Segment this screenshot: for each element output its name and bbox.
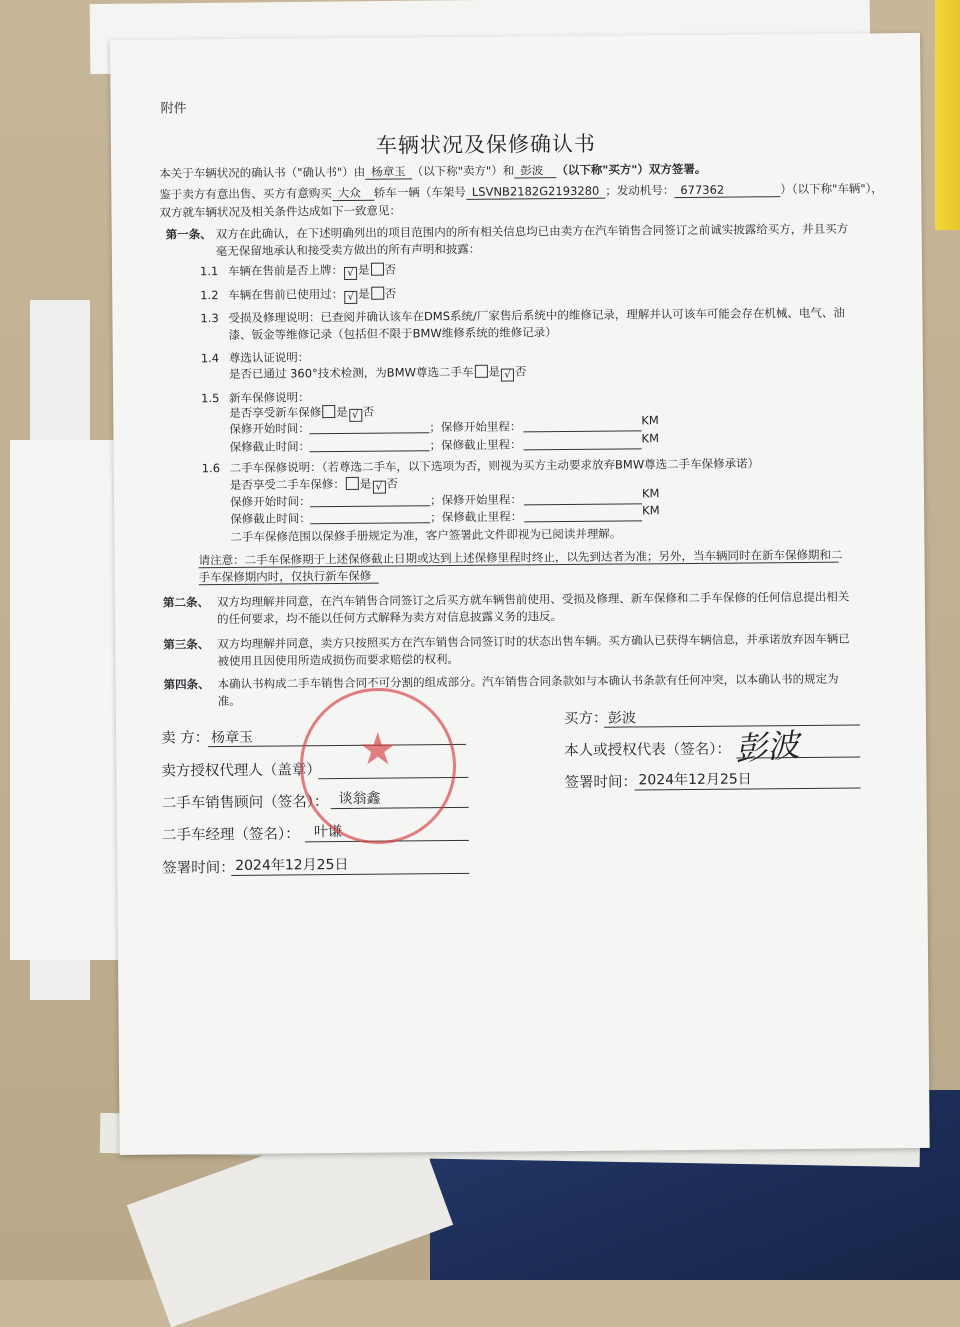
seller-label: 卖 方：: [161, 730, 210, 747]
checkbox-used-yes[interactable]: √: [344, 291, 357, 304]
new-warranty-start-time-field[interactable]: [309, 432, 429, 434]
article-2-line-2: 的任何要求，均不能以任何方式解释为卖方对信息披露义务的违反。: [216, 609, 563, 627]
used-warranty-end-km-label: ；保修截止里程：: [430, 509, 523, 525]
article-3-line-2: 被使用且因使用所造成损伤而要求赔偿的权利。: [217, 651, 459, 669]
manager-signature-line[interactable]: [305, 840, 469, 842]
checkbox-new-warranty-no[interactable]: √: [349, 409, 362, 422]
item-1-5-number: 1.5: [201, 391, 220, 406]
new-warranty-start-time-label: 保修开始时间：: [229, 421, 310, 436]
buyer-label: 买方：: [563, 710, 608, 728]
engine-number: 677362: [674, 182, 780, 198]
used-warranty-start-km-label: ；保修开始里程：: [429, 492, 523, 508]
item-1-1-number: 1.1: [199, 264, 219, 279]
used-warranty-end-time-field[interactable]: [310, 522, 430, 524]
checkbox-new-warranty-yes[interactable]: [322, 405, 335, 418]
yellow-object: [935, 0, 960, 230]
article-1-label: 第一条、: [165, 227, 212, 242]
km-unit: KM: [642, 503, 660, 518]
buyer-date-value: 2024年12月25日: [638, 771, 752, 789]
checkbox-certified-no[interactable]: √: [501, 368, 514, 381]
km-unit: KM: [641, 431, 660, 446]
used-warranty-end-km-field[interactable]: [524, 520, 642, 522]
brand: 大众: [332, 186, 374, 201]
new-warranty-start-km-field[interactable]: [523, 430, 641, 432]
km-unit: KM: [641, 413, 659, 428]
consultant-signature-value: 谈翁鑫: [338, 790, 381, 808]
item-1-6-line-1: 二手车保修说明：（若尊选二手车，以下选项为否，则视为买方主动要求放弃BMW尊选二手车保修承诺）: [229, 456, 760, 475]
article-4-line-2: 准。: [217, 693, 241, 709]
item-1-6-number: 1.6: [201, 461, 221, 476]
used-warranty-end-time-label: 保修截止时间：: [230, 511, 311, 526]
item-1-5-line-2: 是否享受新车保修 是 √ 否: [229, 404, 375, 421]
buyer-signature-value: 彭波: [607, 710, 637, 727]
vin: LSVNB2182G2193280: [466, 184, 606, 200]
article-1-line-2: 毫无保留地承认和接受卖方做出的所有声明和披露：: [215, 241, 481, 259]
seller-date-value: 2024年12月25日: [235, 856, 349, 874]
seller-signature-value: 杨章玉: [211, 729, 254, 747]
buyer-handwritten-signature: 彭波: [733, 725, 801, 769]
seller-agent-label: 卖方授权代理人（盖章）: [161, 762, 321, 780]
annex-label: 附件: [160, 101, 187, 117]
checkbox-used-warranty-no[interactable]: √: [372, 481, 385, 494]
used-warranty-start-km-field[interactable]: [524, 503, 642, 505]
item-1-3-line-1: 受损及修理说明：已查阅并确认该车在DMS系统/厂家售后系统中的维修记录，理解并认可该车可能会存在机械、电气、油: [228, 305, 845, 325]
new-warranty-end-km-label: ；保修截止里程：: [429, 437, 522, 453]
new-warranty-end-time-label: 保修截止时间：: [229, 439, 311, 454]
item-1-2-number: 1.2: [200, 288, 219, 303]
item-1-3-line-2: 漆、钣金等维修记录（包括但不限于BMW维修系统的维修记录）: [228, 325, 557, 342]
intro-line-2: 鉴于卖方有意出售、买方有意购买 大众 轿车一辆（车架号 LSVNB2182G2193280 ；发动机号： 677362 ）（以下称"车辆"），: [159, 181, 883, 202]
used-warranty-scope: 二手车保修范围以保修手册规定为准，客户签署此文件即视为已阅读并理解。: [230, 526, 622, 544]
article-2-line-1: 双方均理解并同意，在汽车销售合同签订之后买方就车辆售前使用、受损及修理、新车保修和二手车保修的任何信息提出相关: [216, 589, 850, 610]
item-1-4-line-2: 是否已通过 360°技术检测，为BMW尊选二手车 是 √ 否: [228, 364, 527, 381]
buyer-name: 彭波: [514, 163, 556, 178]
seller-date-label: 签署时间：: [162, 859, 235, 877]
intro-line-3: 双方就车辆状况及相关条件达成如下一致意见：: [159, 203, 402, 220]
note-line-2: 手车保修期内时，仅执行新车保修: [198, 568, 372, 585]
buyer-rep-label: 本人或授权代表（签名）：: [564, 741, 732, 760]
new-warranty-start-km-label: ；保修开始里程：: [429, 419, 522, 435]
item-1-4-line-1: 尊选认证说明：: [228, 350, 310, 365]
new-warranty-end-km-field[interactable]: [524, 448, 642, 450]
new-warranty-end-time-field[interactable]: [310, 450, 430, 452]
seller-agent-line[interactable]: [318, 777, 468, 779]
checkbox-plated-no[interactable]: [370, 263, 383, 276]
consultant-signature-line[interactable]: [331, 807, 469, 809]
buyer-date-label: 签署时间：: [564, 774, 638, 792]
item-1-4-number: 1.4: [200, 351, 220, 366]
used-warranty-start-time-label: 保修开始时间：: [229, 494, 311, 509]
item-1-3-number: 1.3: [200, 311, 219, 326]
article-4-line-1: 本确认书构成二手车销售合同不可分割的组成部分。汽车销售合同条款如与本确认书条款有任何冲突，以本确认书的规定为: [217, 671, 839, 692]
item-1-6-line-2: 是否享受二手车保修： 是 √ 否: [229, 476, 398, 493]
used-warranty-start-time-field[interactable]: [310, 505, 430, 507]
note-line-1: 请注意：二手车保修期于上述保修截止日期或达到上述保修里程时终止，以先到达者为准；另外，当车辆同时在新车保修期和二: [198, 547, 843, 568]
article-3-label: 第三条、: [163, 637, 210, 652]
article-4-label: 第四条、: [163, 677, 210, 692]
buyer-signature-line[interactable]: [604, 724, 860, 727]
consultant-label: 二手车销售顾问（签名）：: [161, 794, 329, 812]
article-1-line-1: 双方在此确认，在下述明确列出的项目范围内的所有相关信息均已由卖方在汽车销售合同签订之前诚实披露给买方，并且买方: [215, 221, 849, 242]
note-underline-2: [199, 583, 379, 586]
document-title: 车辆状况及保修确认书: [375, 131, 597, 158]
seller-name: 杨章玉: [365, 164, 412, 179]
checkbox-plated-yes[interactable]: √: [344, 267, 357, 280]
seal-star-icon: ★: [358, 724, 398, 775]
intro-line-1: 本关于车辆状况的确认书（"确认书"）由 杨章玉 （以下称"卖方"）和 彭波 （以下称"买方"）双方签署。: [159, 161, 707, 181]
item-1-2: 车辆在售前已使用过： √ 是 否: [228, 286, 397, 303]
item-1-5-line-1: 新车保修说明：: [229, 390, 310, 405]
km-unit: KM: [641, 486, 660, 501]
item-1-1: 车辆在售前是否上牌： √ 是 否: [227, 262, 397, 279]
document-page: [110, 33, 930, 1155]
manager-label: 二手车经理（签名）：: [161, 826, 300, 844]
article-3-line-1: 双方均理解并同意，卖方只按照买方在汽车销售合同签订时的状态出售车辆。买方确认已获得车辆信息，并承诺放弃因车辆已: [217, 631, 850, 652]
checkbox-certified-yes[interactable]: [474, 365, 487, 378]
article-2-label: 第二条、: [162, 595, 209, 610]
checkbox-used-no[interactable]: [371, 287, 384, 300]
paper-left-edge: [10, 440, 120, 960]
manager-signature-value: 叶谦: [313, 824, 342, 841]
checkbox-used-warranty-yes[interactable]: [346, 477, 359, 490]
